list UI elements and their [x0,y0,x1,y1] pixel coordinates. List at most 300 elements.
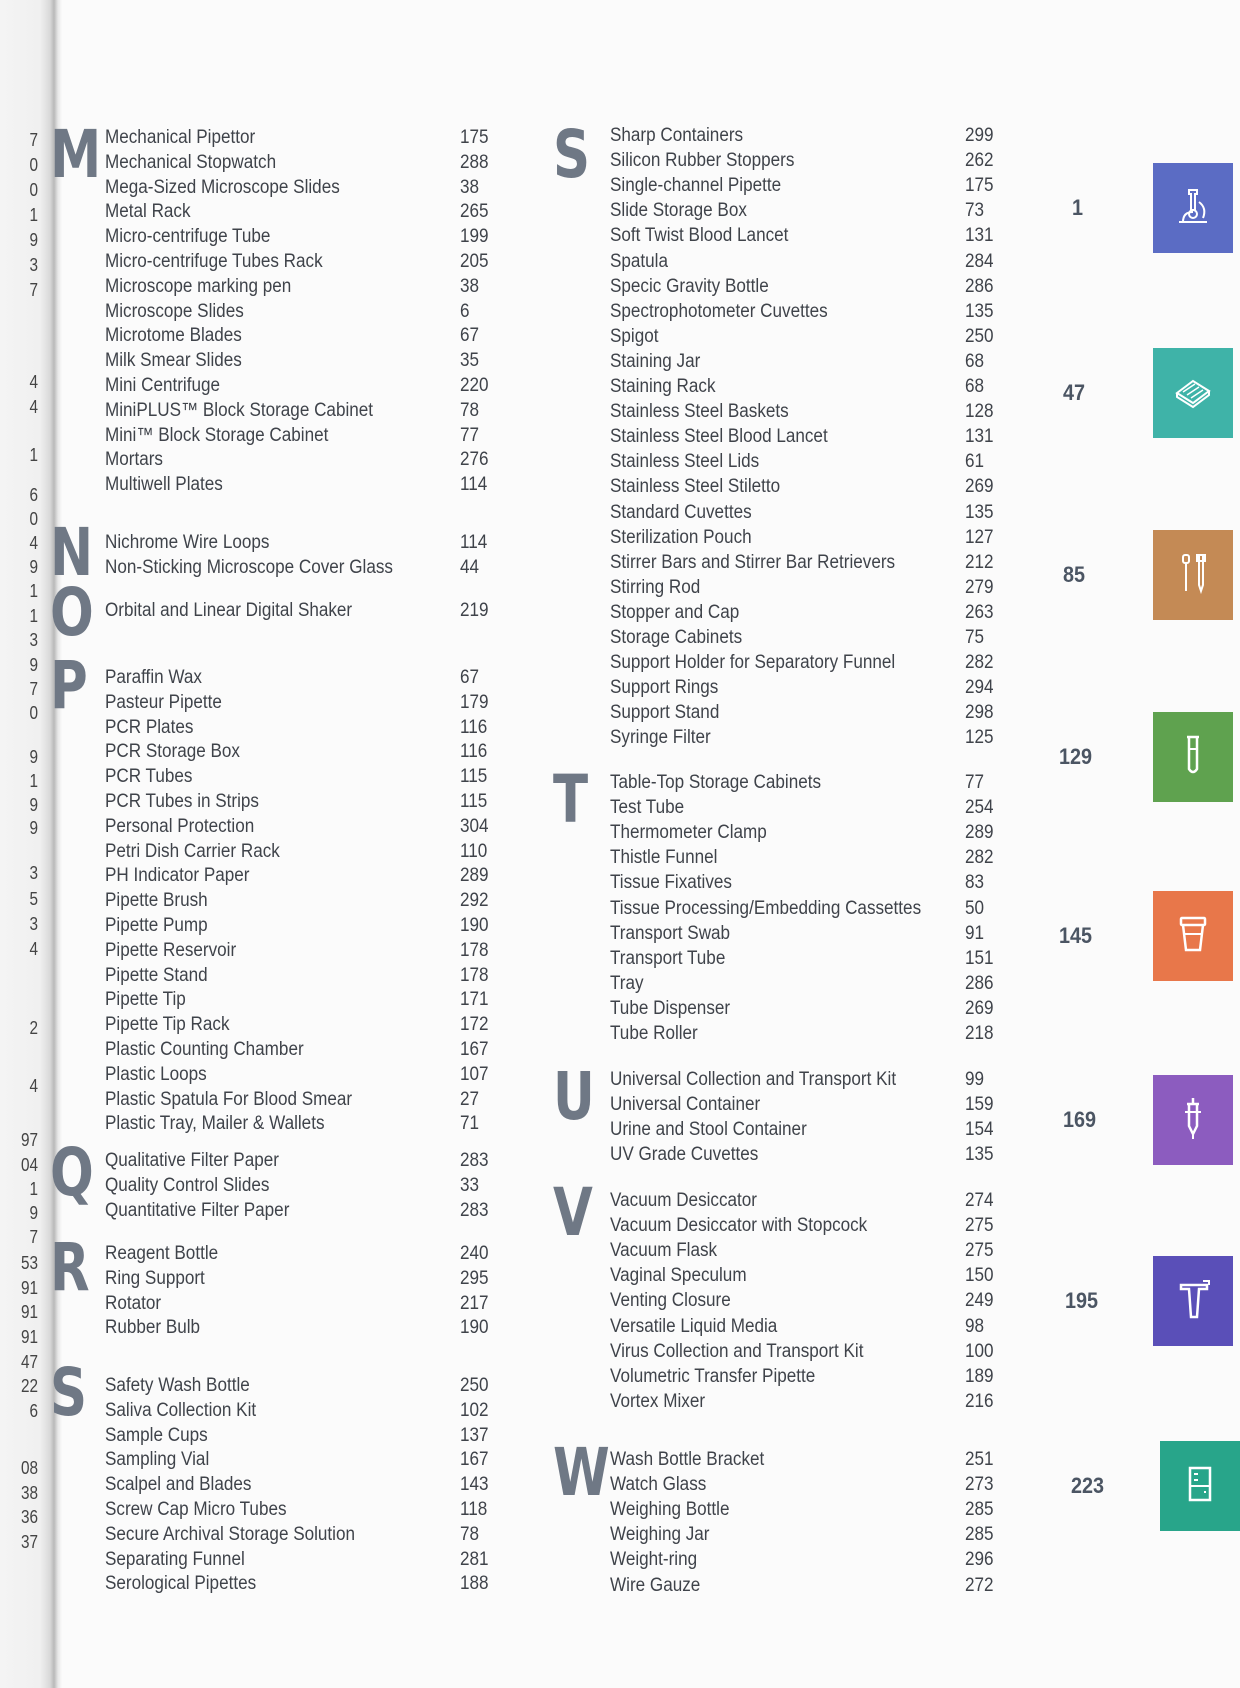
index-entry[interactable] [105,224,510,249]
entry-page-number: 6 [460,300,470,322]
index-entry[interactable] [105,1062,510,1087]
entry-name: Vaginal Speculum [610,1265,747,1287]
edge-number: 4 [29,1076,38,1096]
entry-page-number: 279 [965,576,994,598]
index-entry[interactable] [105,1087,510,1112]
entry-name: Vacuum Flask [610,1240,718,1262]
index-entry[interactable] [610,349,1015,374]
entry-name: Stainless Steel Blood Lancet [610,426,828,448]
edge-number: 7 [29,679,38,699]
index-entry[interactable] [610,1021,1015,1046]
section-tab-169[interactable] [1153,1075,1233,1165]
entry-name: Sterilization Pouch [610,526,752,548]
section-tab-page-number[interactable]: 145 [1058,923,1092,948]
index-entry[interactable] [105,888,510,913]
index-entry[interactable] [610,575,1015,600]
index-entry[interactable] [610,820,1015,845]
index-entry[interactable] [610,1238,1015,1263]
entry-page-number: 190 [460,915,489,936]
index-entry[interactable] [105,555,510,580]
entry-name: Standard Cuvettes [610,501,752,523]
entry-page-number: 44 [460,556,480,578]
entry-name: Orbital and Linear Digital Shaker [105,600,353,621]
index-entry[interactable] [610,1389,1015,1414]
index-entry[interactable] [610,700,1015,725]
entry-name: Stainless Steel Lids [610,451,760,473]
entry-name: Mechanical Pipettor [105,127,256,148]
index-entry[interactable] [610,274,1015,299]
entry-name: Silicon Rubber Stoppers [610,150,795,172]
entry-name: Tube Roller [610,1023,698,1044]
edge-number: 4 [29,372,38,392]
index-entry[interactable] [105,150,510,175]
entry-name: Storage Cabinets [610,627,743,648]
entry-page-number: 274 [965,1190,994,1211]
section-letter-w: W [553,1434,610,1511]
index-entry[interactable] [105,1522,510,1547]
index-entry[interactable] [610,1067,1015,1092]
index-entry[interactable] [105,373,510,398]
index-entry[interactable] [610,1314,1015,1339]
entry-page-number: 250 [965,325,994,347]
index-entry[interactable] [610,550,1015,575]
index-entry[interactable] [105,1447,510,1472]
slide-tray-icon [1169,367,1217,420]
entry-page-number: 107 [460,1063,489,1085]
index-entry[interactable] [105,839,510,864]
entry-page-number: 199 [460,226,489,248]
index-entry[interactable] [105,1241,510,1266]
section-tab-page-number[interactable]: 169 [1062,1107,1096,1132]
index-entry[interactable] [610,1117,1015,1142]
index-entry[interactable] [610,971,1015,996]
entry-page-number: 98 [965,1315,985,1337]
index-entry[interactable] [610,173,1015,198]
index-entry[interactable] [105,863,510,888]
index-entry[interactable] [105,1148,510,1173]
entry-name: Universal Container [610,1094,761,1116]
index-entry[interactable] [610,1288,1015,1313]
index-entry[interactable] [105,447,510,472]
index-entry[interactable] [610,148,1015,173]
edge-number: 6 [29,1401,38,1421]
syringe-icon [1169,1094,1217,1147]
entry-page-number: 275 [965,1240,994,1262]
entry-page-number: 27 [460,1088,480,1110]
entry-name: Spatula [610,250,669,272]
entry-name: Plastic Spatula For Blood Smear [105,1088,353,1110]
entry-name: Stirring Rod [610,576,701,598]
entry-name: Pipette Brush [105,890,208,912]
index-entry[interactable] [610,870,1015,895]
index-entry[interactable] [610,1573,1015,1598]
entry-name: Rotator [105,1292,162,1314]
index-entry[interactable] [105,938,510,963]
index-entry[interactable] [105,1472,510,1497]
index-entry[interactable] [105,1173,510,1198]
entry-page-number: 240 [460,1243,489,1264]
entry-page-number: 110 [460,840,488,862]
entry-page-number: 135 [965,501,994,523]
entry-name: Tissue Fixatives [610,872,732,894]
entry-name: Volumetric Transfer Pipette [610,1365,816,1387]
index-entry[interactable] [610,921,1015,946]
entry-page-number: 283 [460,1199,489,1221]
entry-name: Tube Dispenser [610,997,731,1019]
edge-number: 04 [20,1155,38,1175]
index-entry[interactable] [105,1547,510,1572]
index-entry[interactable] [105,1111,510,1136]
entry-name: Pipette Tip [105,989,186,1011]
index-entry[interactable] [610,600,1015,625]
entry-page-number: 250 [460,1375,489,1396]
entry-page-number: 272 [965,1574,994,1596]
entry-name: Sampling Vial [105,1449,210,1471]
index-entry[interactable] [610,625,1015,650]
entry-page-number: 218 [965,1023,994,1044]
entry-page-number: 288 [460,151,489,173]
index-entry[interactable] [610,1497,1015,1522]
index-entry[interactable] [610,1188,1015,1213]
index-entry[interactable] [610,1092,1015,1117]
entry-name: Weight-ring [610,1549,698,1571]
entry-page-number: 281 [460,1548,489,1570]
entry-page-number: 116 [460,741,488,763]
entry-page-number: 100 [965,1340,994,1362]
microscope-icon [1169,182,1217,235]
index-entry[interactable] [105,299,510,324]
index-entry[interactable] [105,963,510,988]
entry-page-number: 127 [965,526,994,548]
test-tube-icon [1169,731,1217,784]
section-tab-page-number[interactable]: 223 [1070,1473,1104,1498]
entry-page-number: 83 [965,872,985,894]
edge-number: 6 [29,485,38,505]
index-entry[interactable] [610,223,1015,248]
edge-number: 91 [20,1278,38,1298]
index-entry[interactable] [105,913,510,938]
index-entry[interactable] [105,764,510,789]
entry-name: Spigot [610,325,659,347]
index-entry[interactable] [105,199,510,224]
entry-name: Wash Bottle Bracket [610,1449,765,1470]
edge-number: 1 [29,771,38,791]
edge-number: 7 [29,130,38,150]
entry-name: PCR Plates [105,716,194,738]
section-letter-p: P [50,647,88,724]
edge-number: 7 [29,280,38,300]
index-entry[interactable] [610,1472,1015,1497]
entry-name: Pasteur Pipette [105,691,222,713]
entry-page-number: 99 [965,1069,985,1090]
index-entry[interactable] [105,665,510,690]
section-tab-47[interactable] [1153,348,1233,438]
entry-name: Paraffin Wax [105,667,202,688]
entry-name: Plastic Counting Chamber [105,1039,304,1060]
entry-page-number: 114 [460,474,488,496]
entry-page-number: 295 [460,1267,489,1289]
section-letter-v: V [553,1174,593,1251]
section-tab-195[interactable] [1153,1256,1233,1346]
entry-page-number: 50 [965,897,985,919]
edge-number: 36 [20,1507,38,1527]
index-entry[interactable] [105,1497,510,1522]
index-entry[interactable] [610,770,1015,795]
entry-name: Rubber Bulb [105,1317,201,1339]
index-entry[interactable] [105,987,510,1012]
entry-name: Support Rings [610,677,719,699]
entry-page-number: 205 [460,251,489,272]
entry-name: Qualitative Filter Paper [105,1150,279,1171]
entry-page-number: 78 [460,1523,480,1545]
section-tab-85[interactable] [1153,530,1233,620]
entry-page-number: 137 [460,1424,489,1446]
index-entry[interactable] [105,1012,510,1037]
section-letter-o: O [50,574,94,651]
entry-name: Support Holder for Separatory Funnel [610,652,896,674]
section-letter-n: N [50,514,94,591]
edge-number: 5 [29,889,38,909]
entry-page-number: 171 [460,989,489,1011]
entry-page-number: 172 [460,1014,489,1036]
pipette-pair-icon [1169,549,1217,602]
edge-number: 1 [29,205,38,225]
entry-page-number: 125 [965,727,994,749]
entry-name: Test Tube [610,797,685,819]
entry-page-number: 249 [965,1290,994,1312]
index-entry[interactable] [610,946,1015,971]
section-tab-page-number[interactable]: 85 [1062,562,1085,587]
entry-page-number: 67 [460,325,480,347]
entry-name: Vortex Mixer [610,1390,706,1412]
entry-name: Thistle Funnel [610,847,718,869]
entry-page-number: 286 [965,972,994,994]
section-tab-page-number[interactable]: 1 [1071,195,1083,220]
index-entry[interactable] [105,1198,510,1223]
entry-name: Microtome Blades [105,325,242,347]
section-tab-page-number[interactable]: 47 [1062,380,1085,405]
entry-name: Staining Rack [610,376,716,397]
index-entry[interactable] [105,274,510,299]
index-entry[interactable] [610,1547,1015,1572]
entry-name: Microscope marking pen [105,275,292,297]
index-entry[interactable] [610,374,1015,399]
index-entry[interactable] [610,845,1015,870]
edge-number: 4 [29,533,38,553]
index-entry[interactable] [105,598,510,623]
index-entry[interactable] [105,1571,510,1596]
sample-cup-icon [1169,910,1217,963]
entry-name: Mini™ Block Storage Cabinet [105,424,329,446]
entry-page-number: 68 [965,376,985,397]
entry-page-number: 38 [460,275,480,297]
entry-name: Personal Protection [105,815,255,837]
index-entry[interactable] [610,449,1015,474]
entry-page-number: 135 [965,1144,994,1166]
edge-number: 9 [29,655,38,675]
section-letter-s: S [50,1354,88,1431]
section-tab-223[interactable] [1160,1441,1240,1531]
entry-page-number: 118 [460,1499,488,1520]
index-entry[interactable] [610,1213,1015,1238]
entry-page-number: 77 [460,424,480,446]
entry-name: Wire Gauze [610,1574,701,1596]
entry-page-number: 150 [965,1265,994,1287]
entry-name: Slide Storage Box [610,200,747,222]
entry-name: Urine and Stool Container [610,1119,807,1141]
edge-number: 2 [29,1018,38,1038]
index-entry[interactable] [105,175,510,200]
edge-number: 3 [29,630,38,650]
index-entry[interactable] [105,423,510,448]
edge-number: 1 [29,606,38,626]
index-entry[interactable] [105,715,510,740]
index-entry[interactable] [610,795,1015,820]
index-entry[interactable] [105,348,510,373]
entry-name: Stopper and Cap [610,601,740,623]
index-entry[interactable] [610,1339,1015,1364]
index-entry[interactable] [610,996,1015,1021]
index-entry[interactable] [610,249,1015,274]
index-entry[interactable] [105,1266,510,1291]
entry-name: Thermometer Clamp [610,822,767,844]
section-letter-r: R [50,1229,90,1306]
edge-number: 9 [29,795,38,815]
entry-page-number: 216 [965,1390,994,1412]
entry-name: Scalpel and Blades [105,1474,252,1496]
index-entry[interactable] [105,1423,510,1448]
entry-page-number: 219 [460,600,489,621]
entry-page-number: 38 [460,176,480,198]
index-entry[interactable] [610,500,1015,525]
index-entry[interactable] [105,530,510,555]
entry-name: Table-Top Storage Cabinets [610,772,822,793]
entry-page-number: 286 [965,275,994,297]
entry-page-number: 68 [965,350,985,372]
index-entry[interactable] [105,814,510,839]
entry-name: Sharp Containers [610,125,744,146]
section-tab-1[interactable] [1153,163,1233,253]
entry-page-number: 131 [965,426,994,448]
entry-page-number: 190 [460,1317,489,1339]
index-entry[interactable] [105,690,510,715]
section-tab-page-number[interactable]: 195 [1064,1288,1098,1313]
edge-number: 9 [29,818,38,838]
index-entry[interactable] [610,424,1015,449]
entry-page-number: 188 [460,1573,489,1595]
index-entry[interactable] [105,1373,510,1398]
index-entry[interactable] [610,1263,1015,1288]
index-entry[interactable] [610,474,1015,499]
section-letter-q: Q [50,1134,94,1211]
section-tab-145[interactable] [1153,891,1233,981]
entry-page-number: 33 [460,1174,480,1196]
index-entry[interactable] [610,675,1015,700]
index-entry[interactable] [610,324,1015,349]
entry-name: Venting Closure [610,1290,731,1312]
entry-name: UV Grade Cuvettes [610,1144,759,1166]
index-entry[interactable] [105,1037,510,1062]
index-entry[interactable] [610,896,1015,921]
entry-page-number: 282 [965,652,994,674]
entry-name: Micro-centrifuge Tubes Rack [105,251,323,272]
index-entry[interactable] [610,1447,1015,1472]
entry-name: Stainless Steel Stiletto [610,476,781,498]
entry-name: Ring Support [105,1267,205,1289]
entry-page-number: 254 [965,797,994,819]
entry-page-number: 269 [965,997,994,1019]
edge-number: 37 [20,1532,38,1552]
index-entry[interactable] [105,323,510,348]
edge-number: 53 [20,1253,38,1273]
section-tab-page-number[interactable]: 129 [1058,744,1092,769]
entry-page-number: 283 [460,1150,489,1171]
entry-page-number: 289 [460,865,489,887]
entry-page-number: 269 [965,476,994,498]
edge-number: 9 [29,1203,38,1223]
entry-page-number: 282 [965,847,994,869]
entry-name: Quality Control Slides [105,1174,270,1196]
index-entry[interactable] [610,1142,1015,1167]
index-entry[interactable] [610,650,1015,675]
entry-name: Plastic Loops [105,1063,207,1085]
entry-name: Staining Jar [610,350,701,372]
entry-page-number: 143 [460,1474,489,1496]
entry-name: Syringe Filter [610,727,711,749]
entry-name: Serological Pipettes [105,1573,257,1595]
edge-number: 91 [20,1302,38,1322]
index-entry[interactable] [610,198,1015,223]
entry-name: Transport Tube [610,947,726,969]
index-entry[interactable] [105,789,510,814]
entry-name: Non-Sticking Microscope Cover Glass [105,556,393,578]
entry-name: Versatile Liquid Media [610,1315,778,1337]
entry-page-number: 131 [965,225,994,247]
index-entry[interactable] [105,1315,510,1340]
index-entry[interactable] [105,472,510,497]
entry-name: Pipette Tip Rack [105,1014,230,1036]
entry-name: Secure Archival Storage Solution [105,1523,356,1545]
index-entry[interactable] [610,1522,1015,1547]
index-entry[interactable] [105,125,510,150]
entry-page-number: 294 [965,677,994,699]
edge-number: 0 [29,180,38,200]
index-entry[interactable] [610,399,1015,424]
index-entry[interactable] [105,398,510,423]
entry-name: Soft Twist Blood Lancet [610,225,789,247]
index-entry[interactable] [610,525,1015,550]
index-entry[interactable] [105,1291,510,1316]
entry-name: Safety Wash Bottle [105,1375,250,1396]
index-entry[interactable] [610,725,1015,750]
edge-number: 3 [29,863,38,883]
entry-page-number: 154 [965,1119,994,1141]
section-tab-129[interactable] [1153,712,1233,802]
index-entry[interactable] [105,249,510,274]
entry-page-number: 276 [460,449,489,471]
index-entry[interactable] [105,1398,510,1423]
index-entry[interactable] [105,739,510,764]
entry-page-number: 289 [965,822,994,844]
entry-page-number: 304 [460,815,489,837]
index-entry[interactable] [610,299,1015,324]
index-entry[interactable] [610,123,1015,148]
index-entry[interactable] [610,1364,1015,1389]
entry-page-number: 217 [460,1292,489,1314]
entry-name: Pipette Reservoir [105,939,237,961]
entry-name: Watch Glass [610,1474,707,1496]
entry-page-number: 167 [460,1449,489,1471]
